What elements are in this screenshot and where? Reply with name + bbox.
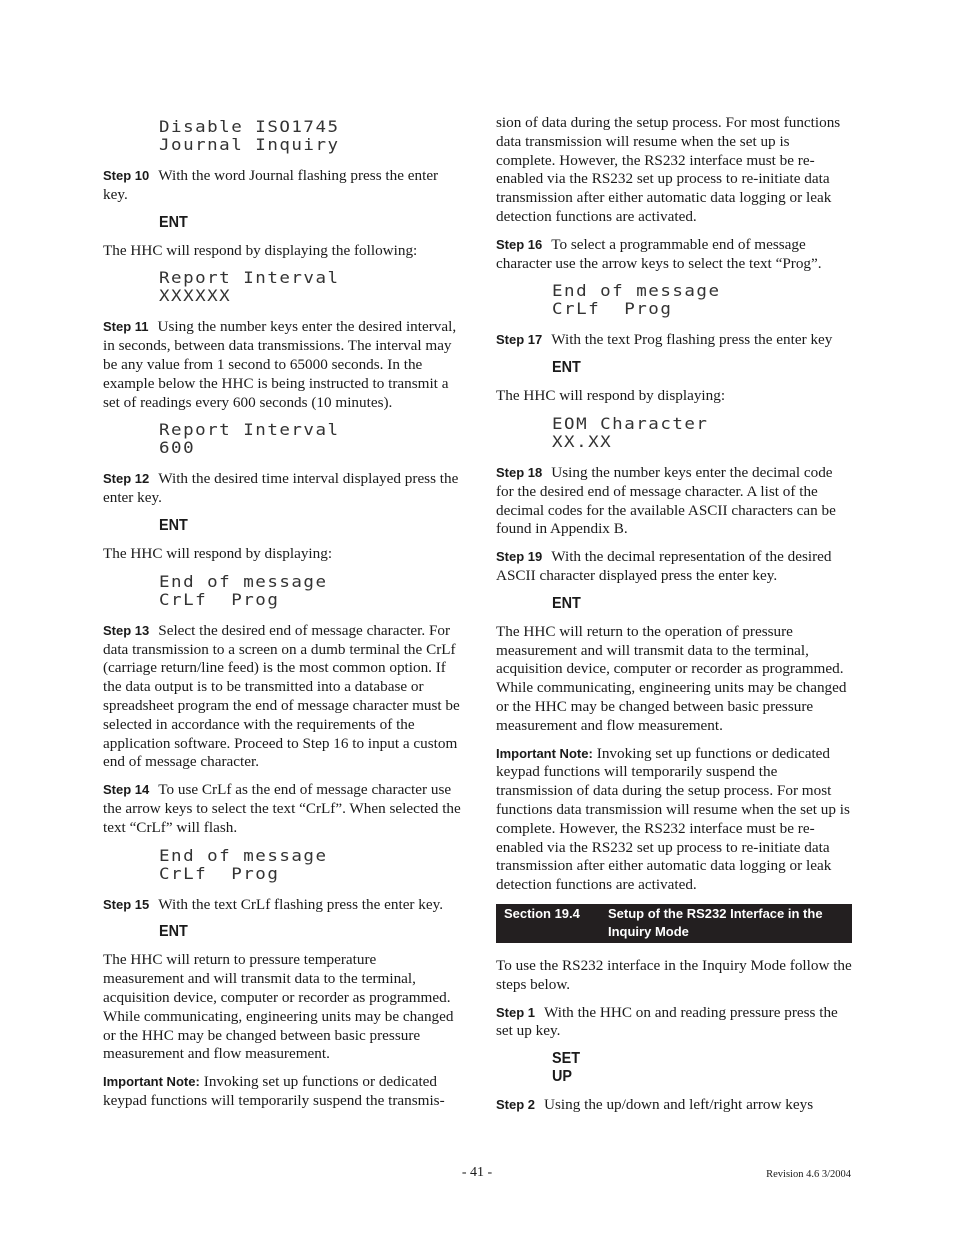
step-paragraph: [103, 622, 461, 772]
section-heading: [496, 904, 852, 943]
step-paragraph: [103, 318, 461, 412]
step-label: Step 13: [103, 622, 150, 638]
revision-label: Revision 4.6 3/2004: [766, 1169, 851, 1180]
step-label: Step 10: [103, 168, 150, 183]
step-text: With the word Journal flashing press the enter key.: [103, 167, 439, 203]
lcd-line: Report Interval: [159, 269, 340, 288]
section-number: Section 19.4: [504, 905, 580, 921]
important-note: [103, 1073, 461, 1111]
lcd-display: [552, 282, 852, 319]
section-title: Setup of the RS232 Interface in the Inquiry Mode: [608, 905, 823, 939]
important-note: [496, 745, 852, 895]
step-label: Step 19: [496, 549, 543, 565]
enter-key-label: ENT: [552, 359, 581, 377]
step-text: With the HHC on and reading pressure press the set up key.: [496, 1003, 838, 1040]
step-text: Using the up/down and left/right arrow keys: [544, 1096, 814, 1114]
lcd-line: CrLf Prog: [159, 591, 280, 610]
page-number: - 41 -: [461, 1165, 493, 1180]
step-label: Step 14: [103, 782, 150, 798]
lcd-display: [159, 847, 461, 884]
step-paragraph: [103, 896, 461, 915]
left-column: [103, 114, 461, 1120]
step-paragraph: [496, 548, 852, 586]
note-text: Invoking set up functions or dedicated keypad functions will temporarily suspend the transmis-: [103, 1073, 445, 1109]
lcd-line: End of message: [159, 572, 328, 592]
setup-key-line: UP: [552, 1068, 573, 1086]
lcd-display: [552, 415, 852, 452]
step-text: Using the number keys enter the decimal code for the desired end of message character. A list of the decimal codes for the available ASCII characters can be found in Appendix B.: [496, 463, 836, 538]
step-label: Step 15: [103, 896, 150, 912]
note-label: Important Note:: [103, 1074, 200, 1090]
return-text: The HHC will return to the operation of pressure measurement and will transmit data to the terminal, acquisition device, computer or recorder as programmed. While communicating, engineering units may be changed or the HHC may be changed between basic pressure measurement and flow measurement.: [496, 622, 847, 734]
lcd-display: [159, 118, 461, 155]
step-paragraph: [496, 1004, 852, 1042]
step-paragraph: [496, 1096, 852, 1115]
step-label: Step 2: [496, 1097, 536, 1113]
setup-key-label: [552, 1050, 822, 1086]
lcd-line: 600: [159, 439, 196, 459]
lcd-line: Report Interval: [159, 421, 340, 440]
step-label: Step 17: [496, 332, 543, 348]
step-text: With the decimal representation of the desired ASCII character displayed press the enter key.: [496, 548, 832, 584]
step-label: Step 1: [496, 1004, 536, 1020]
step-paragraph: [103, 470, 461, 508]
response-text: The HHC will respond by displaying:: [496, 387, 726, 405]
step-text: With the text Prog flashing press the enter key: [551, 331, 833, 349]
lcd-line: End of message: [159, 846, 328, 865]
step-text: To select a programmable end of message character use the arrow keys to select the text “Prog”.: [496, 235, 822, 272]
lcd-line: End of message: [552, 282, 721, 301]
step-text: With the text CrLf flashing press the enter key.: [158, 895, 444, 913]
step-paragraph: [103, 167, 461, 205]
lcd-line: CrLf Prog: [552, 300, 673, 320]
enter-key-label: ENT: [159, 516, 188, 534]
right-column: [496, 114, 852, 1124]
step-label: Step 12: [103, 471, 150, 487]
step-paragraph: [496, 331, 852, 350]
note-label: Important Note:: [496, 745, 593, 761]
step-text: With the desired time interval displayed press the enter key.: [103, 470, 459, 507]
step-label: Step 18: [496, 464, 543, 480]
lcd-line: XX.XX: [552, 433, 613, 452]
step-text: Select the desired end of message character. For data transmission to a screen on a dumb terminal the CrLf (carriage return/line feed) is the most common option. If the data output is to be transmitted into a database or spreadsheet program the end of message character must be selected in accordance with the requirements of the application software. Proceed to Step 16 to input a custom end of message character.: [103, 621, 460, 771]
response-text: The HHC will respond by displaying:: [103, 544, 333, 562]
setup-key-line: SET: [552, 1050, 581, 1068]
lcd-display: [159, 269, 461, 306]
step-label: Step 16: [496, 236, 543, 252]
enter-key-label: ENT: [159, 213, 188, 231]
lcd-line: CrLf Prog: [159, 864, 280, 884]
note-text: Invoking set up functions or dedicated keypad functions will temporarily suspend the transmission of data during the setup process. For most functions data transmission will resume when the set up is complete. However, the RS232 interface must be re-enabled via the RS232 set up process to re-initiate data transmission after either automatic data logging or leak detection functions are activated.: [496, 744, 850, 894]
enter-key-label: ENT: [159, 923, 188, 941]
section-intro: To use the RS232 interface in the Inquiry Mode follow the steps below.: [496, 956, 852, 993]
return-text: The HHC will return to pressure temperature measurement and will transmit data to the terminal, acquisition device, computer or recorder as programmed. While communicating, engineering units may be changed or the HHC may be changed between basic pressure measurement and flow measurement.: [103, 951, 454, 1063]
response-text: The HHC will respond by displaying the following:: [103, 241, 418, 259]
step-paragraph: [103, 781, 461, 837]
step-paragraph: [496, 236, 852, 274]
step-paragraph: [496, 464, 852, 539]
step-label: Step 11: [103, 319, 149, 335]
lcd-line: EOM Character: [552, 414, 709, 434]
lcd-line: XXXXXX: [159, 287, 232, 307]
lcd-display: [159, 421, 461, 458]
lcd-line: Journal Inquiry: [159, 136, 340, 155]
enter-key-label: ENT: [552, 594, 581, 612]
lcd-line: Disable ISO1745: [159, 118, 340, 137]
step-text: To use CrLf as the end of message character use the arrow keys to select the text “CrLf”. When selected the text “CrLf” will flash.: [103, 781, 461, 836]
step-text: Using the number keys enter the desired interval, in seconds, between data transmissions. The interval may be any value from 1 second to 65000 seconds. In the example below the HHC is being instructed to transmit a set of readings every 600 seconds (10 minutes).: [103, 318, 457, 411]
lcd-display: [159, 573, 461, 610]
continued-text: sion of data during the setup process. For most functions data transmission will resume when the set up is complete. However, the RS232 interface must be re-enabled via the RS232 set up process to re-initiate data transmission after either automatic data logging or leak detection functions are activated.: [496, 114, 841, 225]
